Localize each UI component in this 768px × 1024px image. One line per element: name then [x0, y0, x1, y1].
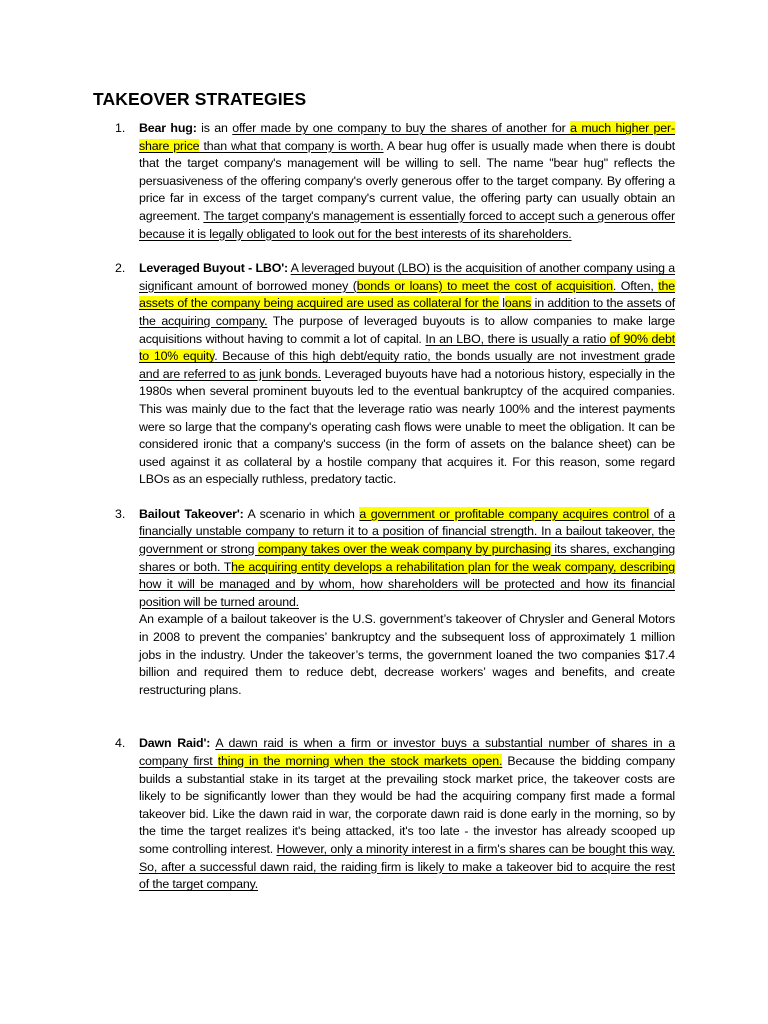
item-label: Bear hug: [139, 121, 197, 135]
text-run: A bear hug offer is usually made when there is doubt that the target company's management will be willing to sell. The name "bear hug" reflects the persuasiveness of the offering company's overly generous offer to the target company. By offering a price far in excess of the target company's current value, the offering party can usually obtain an agreement. [139, 138, 675, 223]
underlined-text: how it will be managed and by whom, how shareholders will be protected and how its financial position will be turned around. [139, 577, 675, 609]
underlined-text: offer made by one company to buy the shares of another for [232, 121, 571, 135]
document-title: TAKEOVER STRATEGIES [93, 89, 307, 109]
item-number: 3. [115, 506, 126, 521]
text-run: Leveraged buyouts have had a notorious history, especially in the 1980s when several prominent buyouts led to the eventual bankruptcy of the acquired companies. This was mainly due to the fact that the leverage ratio was nearly 100% and the interest payments were so large that the company's operating cash flows were unable to meet the obligation. It can be considered ironic that a company's success (in the form of assets on the balance sheet) can be used against it as collateral by a hostile company that acquires it. For this reason, some regard LBOs as an especially ruthless, predatory tactic. [139, 366, 676, 487]
highlighted-text: a much higher per-share price [139, 121, 675, 153]
highlighted-text: company takes over the weak company by purchasing [257, 542, 551, 557]
item-paragraph [139, 506, 675, 612]
text-run: is an [196, 121, 233, 135]
item-example-paragraph: An example of a bailout takeover is the U.S. government’s takeover of Chrysler and General Motors in 2008 to prevent the companies’ bankruptcy and the subsequent loss of approximately 1 million jobs in the industry. Under the takeover’s terms, the government loaned the two companies $17.4 billion and required them to reduce debt, decrease workers’ wages and benefits, and create restructuring plans. [139, 612, 675, 697]
list-item [115, 260, 676, 489]
underlined-text: A dawn raid is when a firm or investor buys a substantial number of shares in a company first [139, 736, 675, 768]
text-run: The purpose of leveraged buyouts is to allow companies to make large acquisitions without having to commit a lot of capital. [139, 313, 675, 346]
item-paragraph [139, 120, 675, 243]
item-label: Leveraged Buyout - LBO': [139, 261, 288, 276]
list-item [115, 120, 675, 243]
item-number: 4. [115, 736, 126, 751]
underlined-text: In an LBO, there is usually a ratio [425, 331, 610, 346]
highlighted-text: oans [504, 296, 532, 311]
underlined-text: However, only a minority interest in a firm's shares can be bought this way. So, after a successful dawn raid, the raiding firm is likely to make a takeover bid to acquire the rest of the target company. [139, 841, 675, 892]
strategy-list [115, 120, 676, 894]
highlighted-text: thing in the morning when the stock markets open. [217, 754, 503, 768]
list-item [115, 735, 675, 893]
underlined-text: . Because of this high debt/equity ratio, the bonds usually are not investment grade and are referred to as junk bonds. [139, 349, 675, 381]
highlighted-text: he acquiring entity develops a rehabilitation plan for the weak company, describing [231, 559, 675, 574]
underlined-text: The target company's management is essentially forced to accept such a generous offer because it is legally obligated to look out for the best interests of its shareholders. [139, 208, 675, 241]
highlighted-text: bonds or loans) to meet the cost of acquisition [356, 278, 613, 293]
item-number: 1. [115, 121, 126, 135]
item-label: Dawn Raid': [139, 736, 211, 751]
underlined-text: its shares, exchanging shares or both. T [139, 542, 675, 574]
item-paragraph [139, 260, 675, 489]
highlighted-text: a government or profitable company acquires control [359, 506, 649, 521]
text-run: A scenario in which [243, 506, 360, 521]
underlined-text: of a financially unstable company to return it to a position of financial strength. In a bailout takeover, the government or strong [139, 506, 675, 557]
underlined-text: in addition to the assets of the acquiring company. [139, 296, 675, 328]
list-item [115, 506, 675, 700]
underlined-text: l [498, 296, 505, 311]
item-number: 2. [115, 261, 126, 276]
underlined-text: . Often, [612, 278, 659, 293]
text-run: Because the bidding company builds a substantial stake in its target at the prevailing stock market price, the takeover costs are likely to be significantly lower than they would be had the acquiring company first made a formal takeover bid. Like the dawn raid in war, the corporate dawn raid is done early in the morning, so by the time the target realizes it's being attacked, it's too late - the investor has already scooped up some controlling interest. [139, 754, 675, 856]
underlined-text: than what that company is worth. [199, 138, 384, 153]
item-label: Bailout Takeover': [139, 506, 244, 521]
item-paragraph [139, 735, 675, 893]
highlighted-text: of 90% debt to 10% equity [139, 331, 676, 364]
underlined-text: A leveraged buyout (LBO) is the acquisition of another company using a significant amount of borrowed money ( [139, 261, 675, 293]
highlighted-text: the assets of the company being acquired are used as collateral for the [139, 278, 675, 311]
